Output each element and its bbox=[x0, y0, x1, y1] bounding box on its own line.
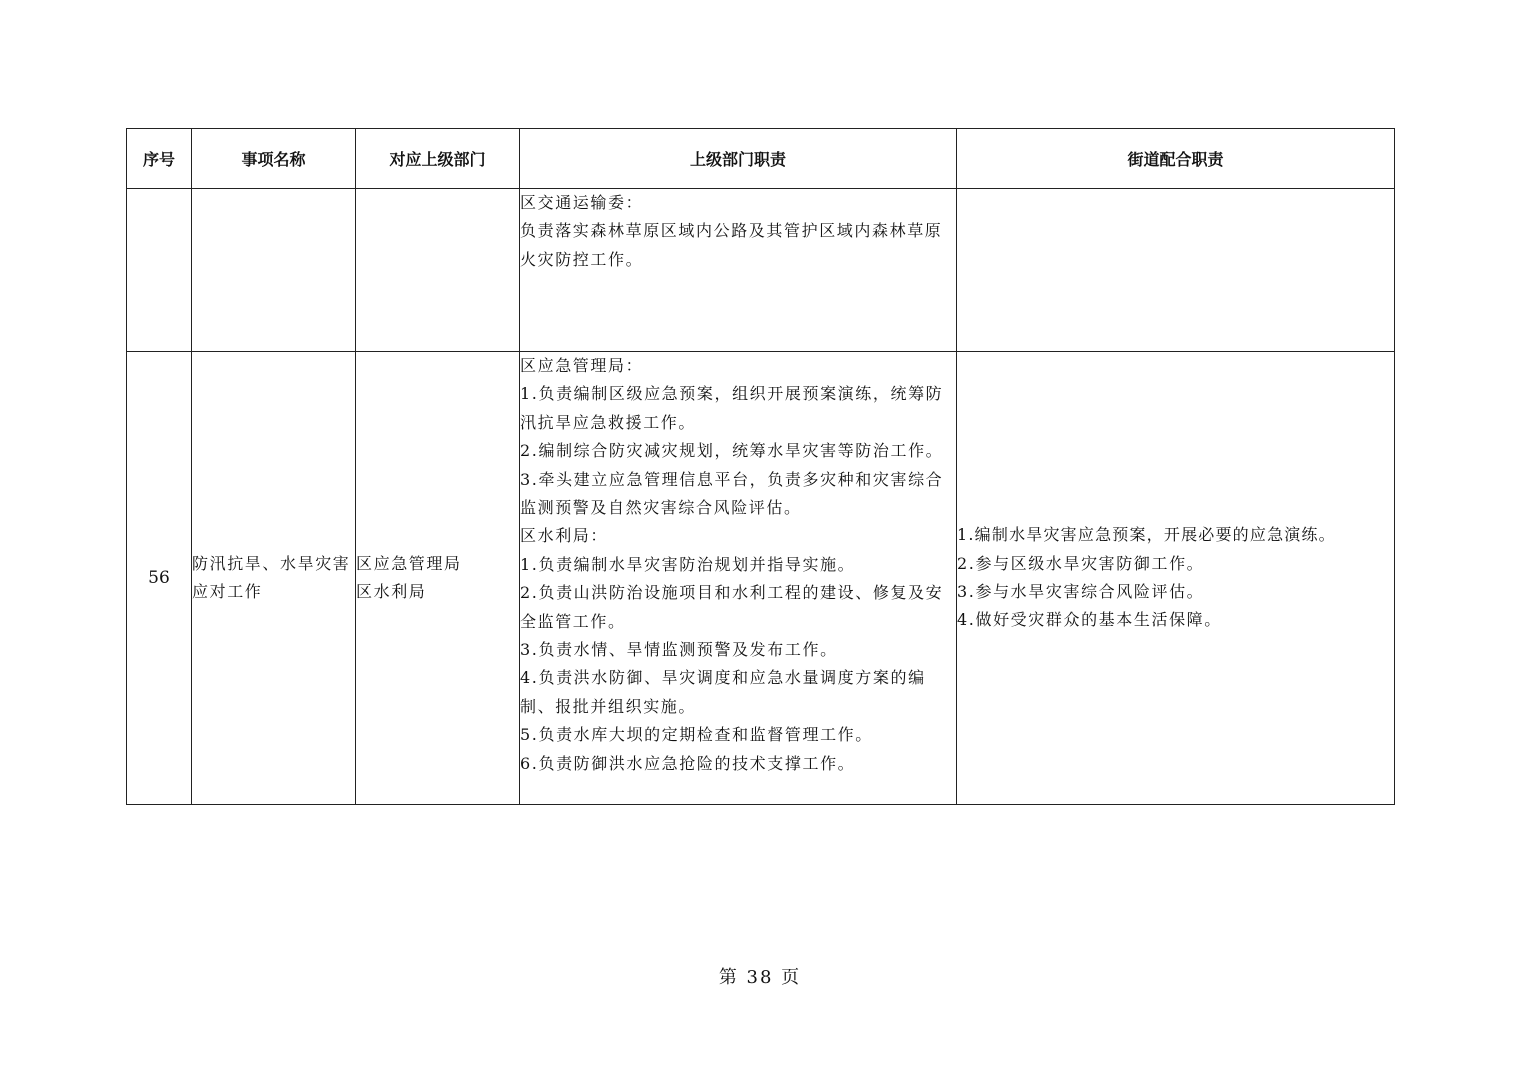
cell-seq bbox=[127, 189, 192, 352]
table-row bbox=[127, 189, 1395, 352]
header-seq: 序号 bbox=[127, 129, 192, 189]
duty-line: 区交通运输委： bbox=[520, 193, 644, 212]
street-duty-line: 3.参与水旱灾害综合风险评估。 bbox=[957, 582, 1205, 601]
cell-upper-duties bbox=[520, 352, 957, 805]
duty-line: 3.负责水情、旱情监测预警及发布工作。 bbox=[520, 640, 838, 660]
cell-street-duties bbox=[957, 189, 1395, 352]
department-line: 区应急管理局 bbox=[356, 553, 462, 573]
table-row bbox=[127, 352, 1395, 805]
duty-line: 区应急管理局： bbox=[520, 356, 644, 375]
header-row bbox=[127, 129, 1395, 189]
duty-line: 2.负责山洪防治设施项目和水利工程的建设、修复及安全监管工作。 bbox=[520, 583, 944, 631]
duty-line: 4.负责洪水防御、旱灾调度和应急水量调度方案的编制、报批并组织实施。 bbox=[520, 668, 926, 716]
duty-line: 区水利局： bbox=[520, 526, 609, 546]
duty-line: 5.负责水库大坝的定期检查和监督管理工作。 bbox=[520, 725, 873, 745]
header-street-duties: 街道配合职责 bbox=[957, 129, 1395, 189]
header-upper-duties: 上级部门职责 bbox=[520, 129, 957, 189]
header-item-name: 事项名称 bbox=[192, 129, 356, 189]
page-number: 第 38 页 bbox=[718, 967, 802, 988]
cell-departments bbox=[356, 189, 520, 352]
duty-line: 3.牵头建立应急管理信息平台，负责多灾种和灾害综合监测预警及自然灾害综合风险评估。 bbox=[520, 469, 944, 518]
cell-item-name: 防汛抗旱、水旱灾害应对工作 bbox=[192, 352, 356, 805]
duty-line: 1.负责编制水旱灾害防治规划并指导实施。 bbox=[520, 554, 856, 574]
duty-line: 负责落实森林草原区域内公路及其管护区域内森林草原火灾防控工作。 bbox=[520, 221, 943, 269]
street-duty-line: 1.编制水旱灾害应急预案，开展必要的应急演练。 bbox=[957, 525, 1336, 545]
duty-table bbox=[126, 128, 1395, 805]
cell-upper-duties bbox=[520, 189, 957, 352]
cell-seq: 56 bbox=[127, 352, 192, 805]
header-department: 对应上级部门 bbox=[356, 129, 520, 189]
duty-line: 6.负责防御洪水应急抢险的技术支撑工作。 bbox=[520, 753, 856, 773]
duty-line: 2.编制综合防灾减灾规划，统筹水旱灾害等防治工作。 bbox=[520, 441, 944, 461]
duty-line: 1.负责编制区级应急预案，组织开展预案演练，统筹防汛抗旱应急救援工作。 bbox=[520, 384, 944, 432]
cell-departments bbox=[356, 352, 520, 805]
department-line: 区水利局 bbox=[356, 582, 427, 601]
street-duty-line: 2.参与区级水旱灾害防御工作。 bbox=[957, 553, 1205, 573]
cell-street-duties bbox=[957, 352, 1395, 805]
cell-item-name bbox=[192, 189, 356, 352]
street-duty-line: 4.做好受灾群众的基本生活保障。 bbox=[957, 610, 1222, 630]
